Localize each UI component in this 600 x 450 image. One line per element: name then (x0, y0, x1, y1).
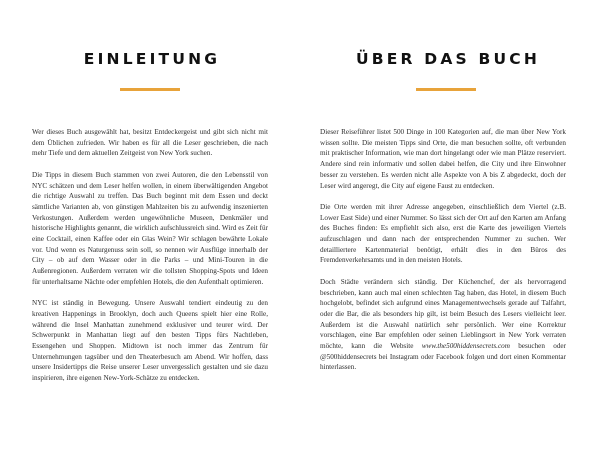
paragraph: Die Orte werden mit ihrer Adresse angegeben, einschließlich dem Viertel (z.B. Lower East Side) und einer Nummer. So lässt sich der Ort auf den Karten am Anfang des Buches finden: Es empfiehlt sich also, erst die Karte des jeweiligen Viertels aufzuschlagen und dann nach der entsprechenden Nummer zu suchen. Wer detailliertere Kartenmaterial benötigt, erhält dies in den Büros des Fremdenverkehrsamts und in den meisten Hotels. (320, 202, 566, 265)
introduction-text (32, 127, 268, 384)
accent-divider (120, 88, 180, 91)
paragraph (320, 277, 566, 373)
about-book-text (320, 127, 566, 373)
heading-einleitung: EINLEITUNG (83, 50, 221, 68)
paragraph: Dieser Reiseführer listet 500 Dinge in 100 Kategorien auf, die man über New York wissen sollte. Die meisten Tipps sind Orte, die man besuchen sollte, oft verbunden mit praktischer Information, wie man dort hingelangt oder wie man Plätze reserviert. Andere sind rein informativ und sollen dabei helfen, die City und ihre Einwohner besser zu verstehen. Es werden nicht alle Aspekte von A bis Z abgedeckt, doch der Leser wird angeregt, die City auf eigene Faust zu entdecken. (320, 128, 566, 190)
accent-divider (416, 88, 476, 91)
website-link[interactable]: www.the500hiddensecrets.com (421, 342, 510, 351)
right-page (300, 0, 600, 450)
paragraph: NYC ist ständig in Bewegung. Unsere Auswahl tendiert eindeutig zu den kreativen Happenings in Brooklyn, doch auch Queens spielt hier eine Rolle, während die Insel Manhattan zunehmend exklusiver und teurer wird. Der Schwerpunkt in Manhattan liegt auf den besten Tipps fürs Nachtleben, Essengehen und Shoppen. Midtown ist noch immer das Zentrum für Unternehmungen tagsüber und den Theaterbesuch am Abend. Wir hoffen, dass unsere Insidertipps die Reise unserer Leser unvergesslich gestalten und sie dazu inspirieren, ihre eigenen New-York-Schätze zu entdecken. (32, 299, 268, 383)
paragraph: Die Tipps in diesem Buch stammen von zwei Autoren, die den Lebensstil von NYC schätzen und dem Leser helfen wollen, in einem überwältigenden Angebot die richtige Auswahl zu treffen. Das Buch beginnt mit dem Essen und deckt sämtliche Varianten ab, von günstigen Mahlzeiten bis zu aufwendig inszenierten Verkostungen. Außerdem werden ungewöhnliche Museen, Denkmäler und historische Highlights genannt, die wirklich aufschlussreich sind. Wird es Zeit für eine Cocktail, einen Kaffee oder ein Glas Wein? Wir schlagen bewährte Lokale vor. Und wenn es Naturgenuss sein soll, so nennen wir Ausflüge innerhalb der City – ob auf dem Wasser oder in die Parks – und Mini-Touren in die Außenregionen. Außerdem verraten wir die tollsten Shopping-Spots und Ideen für unterhaltsame Nächte oder empfehlen Hotels, die den Aufenthalt optimieren. (32, 170, 268, 286)
heading-ueber-das-buch: ÜBER DAS BUCH (355, 50, 541, 68)
paragraph: Wer dieses Buch ausgewählt hat, besitzt Entdeckergeist und gibt sich nicht mit dem Üblichen zufrieden. Wir haben es für all die Leser geschrieben, die nach mehr Tiefe und dem aktuellen Zeitgeist von New York suchen. (32, 128, 268, 158)
paragraph-text: Doch Städte verändern sich ständig. Der Küchenchef, der als hervorragend beschrieben, kann auch mal einen schlechten Tag haben, das Hotel, in diesem Buch hochgelobt, befindet sich aufgrund eines Managementwechsels gerade auf Talfahrt, oder die Bar, die als besonders hip gilt, ist beim Besuch des Lesers vielleicht leer. Außerdem ist die Auswahl natürlich sehr persönlich. Wer eine Korrektur vorschlagen, eine Bar empfehlen oder seinen Lieblingsort in New York verraten möchte, kann die Website (320, 277, 566, 351)
paragraph-text: besuchen oder @500hiddensecrets bei Instagram oder Facebook folgen und dort einen Kommentar hinterlassen. (320, 342, 567, 372)
